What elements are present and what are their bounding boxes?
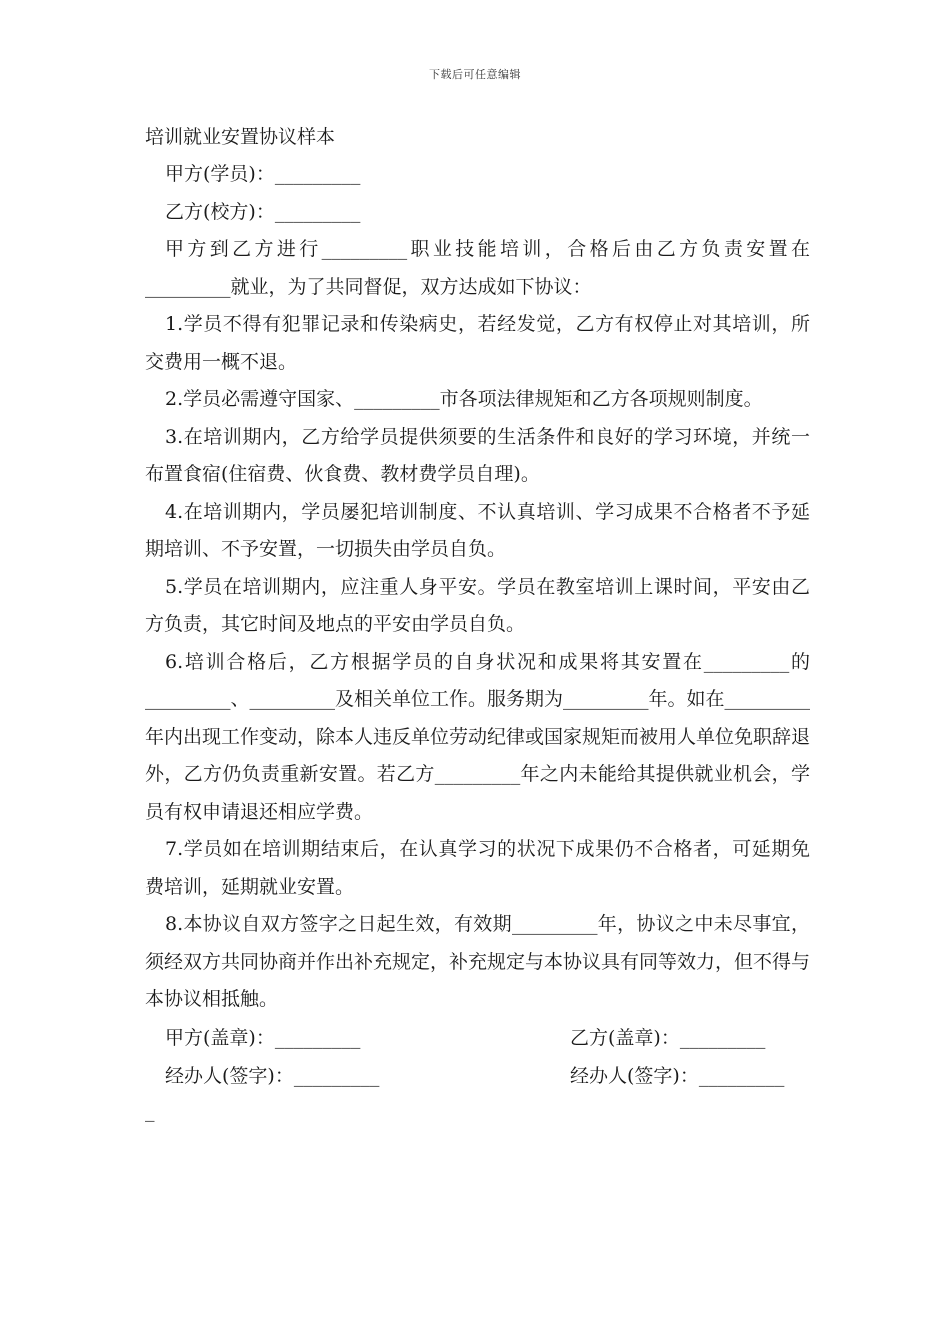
clause-4: 4.在培训期内，学员屡犯培训制度、不认真培训、学习成果不合格者不予延期培训、不予安置，一切损失由学员自负。 xyxy=(145,500,810,560)
agreement-document xyxy=(145,118,810,1127)
seal-signature-row xyxy=(145,1019,810,1057)
party-a-line: 甲方(学员)：_________ xyxy=(165,163,361,185)
page-header-note: 下载后可任意编辑 xyxy=(429,68,521,81)
clause-1: 1.学员不得有犯罪记录和传染病史，若经发觉，乙方有权停止对其培训，所交费用一概不退。 xyxy=(145,313,810,373)
clause-3: 3.在培训期内，乙方给学员提供须要的生活条件和良好的学习环境，并统一布置食宿(住宿费、伙食费、教材费学员自理)。 xyxy=(145,425,810,485)
party-b-agent: 经办人(签字)：_________ xyxy=(570,1064,785,1087)
clause-7: 7.学员如在培训期结束后，在认真学习的状况下成果仍不合格者，可延期免费培训，延期就业安置。 xyxy=(145,838,810,898)
document-title: 培训就业安置协议样本 xyxy=(145,126,336,148)
party-a-agent: 经办人(签字)：_________ xyxy=(165,1064,380,1087)
party-b-line: 乙方(校方)：_________ xyxy=(165,200,361,223)
agent-signature-row xyxy=(145,1057,810,1095)
clause-8: 8.本协议自双方签字之日起生效，有效期_________年，协议之中未尽事宜，须经双方共同协商并作出补充规定，补充规定与本协议具有同等效力，但不得与本协议相抵触。 xyxy=(145,913,811,1010)
clause-5: 5.学员在培训期内，应注重人身平安。学员在教室培训上课时间，平安由乙方负责，其它时间及地点的平安由学员自负。 xyxy=(145,575,810,635)
clause-6: 6.培训合格后，乙方根据学员的自身状况和成果将其安置在_________的_________、_________及相关单位工作。服务期为_________年。如在_________年内出现工作变动，除本人违反单位劳动纪律或国家规矩而被用人单位免职辞退外，乙方仍负责重新安置。若乙方_________年之内未能给其提供就业机会，学员有权申请退还相应学费。 xyxy=(145,650,811,823)
party-a-seal: 甲方(盖章)：_________ xyxy=(165,1026,361,1049)
clause-2: 2.学员必需遵守国家、_________市各项法律规矩和乙方各项规则制度。 xyxy=(165,388,763,410)
intro-paragraph: 甲方到乙方进行_________职业技能培训，合格后由乙方负责安置在_________就业，为了共同督促，双方达成如下协议： xyxy=(145,238,810,298)
party-b-seal: 乙方(盖章)：_________ xyxy=(570,1026,766,1049)
trailing-underscore: _ xyxy=(145,1099,155,1122)
